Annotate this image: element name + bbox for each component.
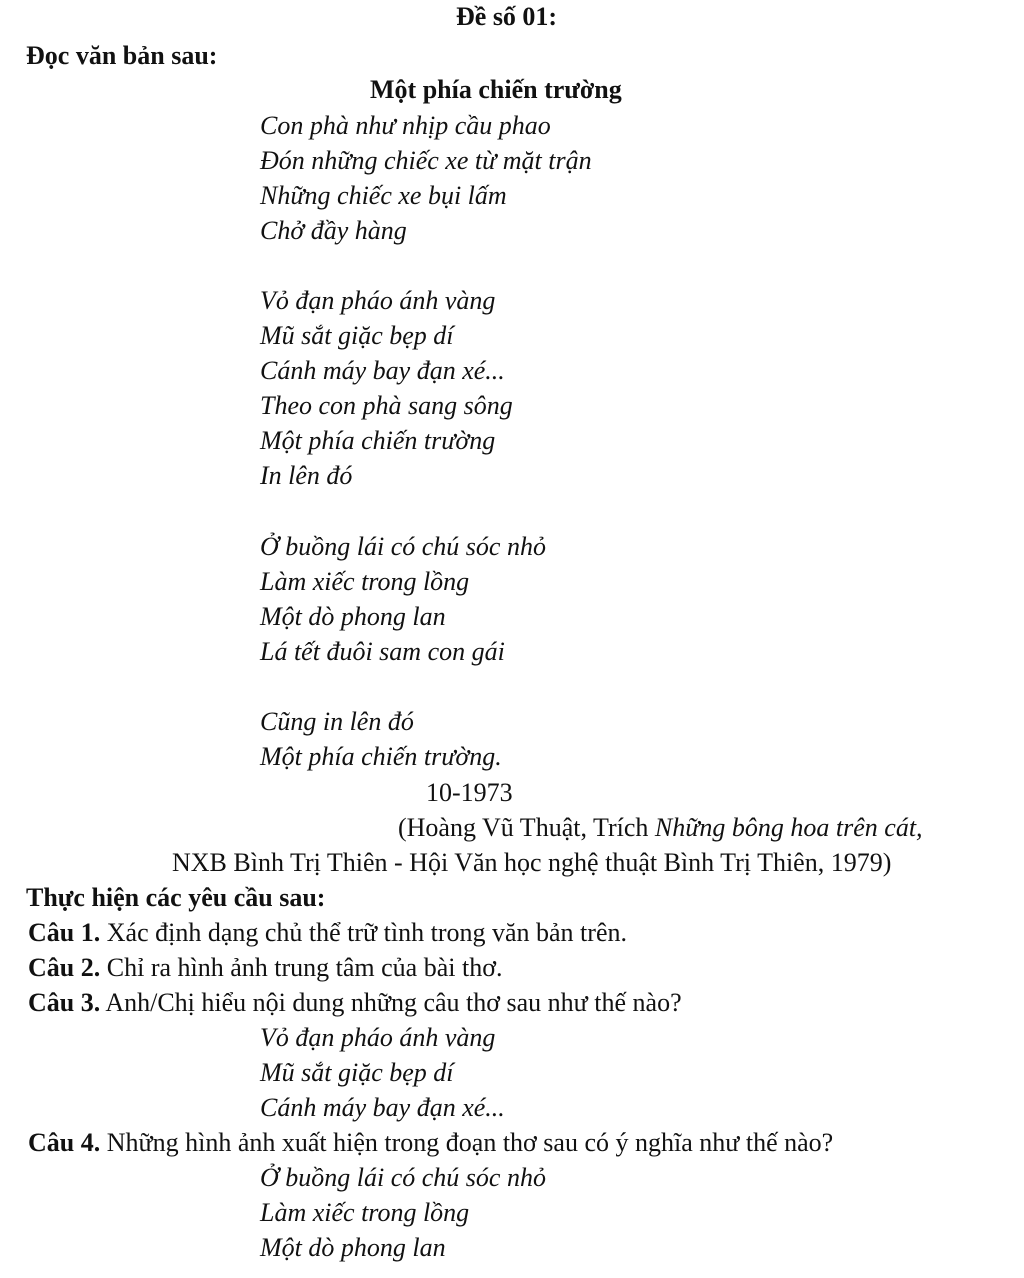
poem-line: Mũ sắt giặc bẹp dí <box>260 321 454 350</box>
question-4 <box>28 1128 833 1158</box>
read-instruction: Đọc văn bản sau: <box>26 41 218 70</box>
poem-source <box>398 813 923 843</box>
question-3 <box>28 988 682 1018</box>
poem-line: Cũng in lên đó <box>260 707 414 736</box>
poem-line: Một phía chiến trường. <box>260 742 502 771</box>
question-label: Câu 1. <box>28 918 101 947</box>
poem-line: Những chiếc xe bụi lấm <box>260 181 507 210</box>
question-text: Xác định dạng chủ thể trữ tình trong văn bản trên. <box>100 918 627 947</box>
quote-line: Vỏ đạn pháo ánh vàng <box>260 1023 496 1052</box>
quote-line: Làm xiếc trong lồng <box>260 1198 470 1227</box>
poem-date: 10-1973 <box>426 778 513 807</box>
poem-line: Vỏ đạn pháo ánh vàng <box>260 286 496 315</box>
poem-line: Một dò phong lan <box>260 602 446 631</box>
quote-line: Một dò phong lan <box>260 1233 446 1262</box>
source-book: Những bông hoa trên cát, <box>654 813 923 842</box>
tasks-heading: Thực hiện các yêu cầu sau: <box>26 883 326 912</box>
poem-line: Con phà như nhịp cầu phao <box>260 111 551 140</box>
exam-title: Đề số 01: <box>456 2 558 31</box>
question-label: Câu 3. <box>28 988 101 1017</box>
poem-line: Lá tết đuôi sam con gái <box>260 637 505 666</box>
poem-source-publisher: NXB Bình Trị Thiên - Hội Văn học nghệ thuật Bình Trị Thiên, 1979) <box>172 848 892 877</box>
question-2 <box>28 953 502 983</box>
source-prefix: (Hoàng Vũ Thuật, Trích <box>398 813 655 842</box>
poem-line: Ở buồng lái có chú sóc nhỏ <box>260 532 546 561</box>
quote-line: Ở buồng lái có chú sóc nhỏ <box>260 1163 546 1192</box>
poem-title: Một phía chiến trường <box>370 75 622 104</box>
poem-line: Làm xiếc trong lồng <box>260 567 470 596</box>
question-label: Câu 2. <box>28 953 101 982</box>
poem-line: Cánh máy bay đạn xé... <box>260 356 505 385</box>
question-1 <box>28 918 627 948</box>
poem-line: Theo con phà sang sông <box>260 391 513 420</box>
quote-line: Cánh máy bay đạn xé... <box>260 1093 505 1122</box>
quote-line: Mũ sắt giặc bẹp dí <box>260 1058 454 1087</box>
question-text: Anh/Chị hiểu nội dung những câu thơ sau như thế nào? <box>100 988 682 1017</box>
poem-line: In lên đó <box>260 461 353 490</box>
poem-line: Đón những chiếc xe từ mặt trận <box>260 146 592 175</box>
question-text: Chỉ ra hình ảnh trung tâm của bài thơ. <box>100 953 503 982</box>
poem-line: Chở đầy hàng <box>260 216 407 245</box>
question-label: Câu 4. <box>28 1128 101 1157</box>
poem-line: Một phía chiến trường <box>260 426 496 455</box>
question-text: Những hình ảnh xuất hiện trong đoạn thơ sau có ý nghĩa như thế nào? <box>100 1128 834 1157</box>
